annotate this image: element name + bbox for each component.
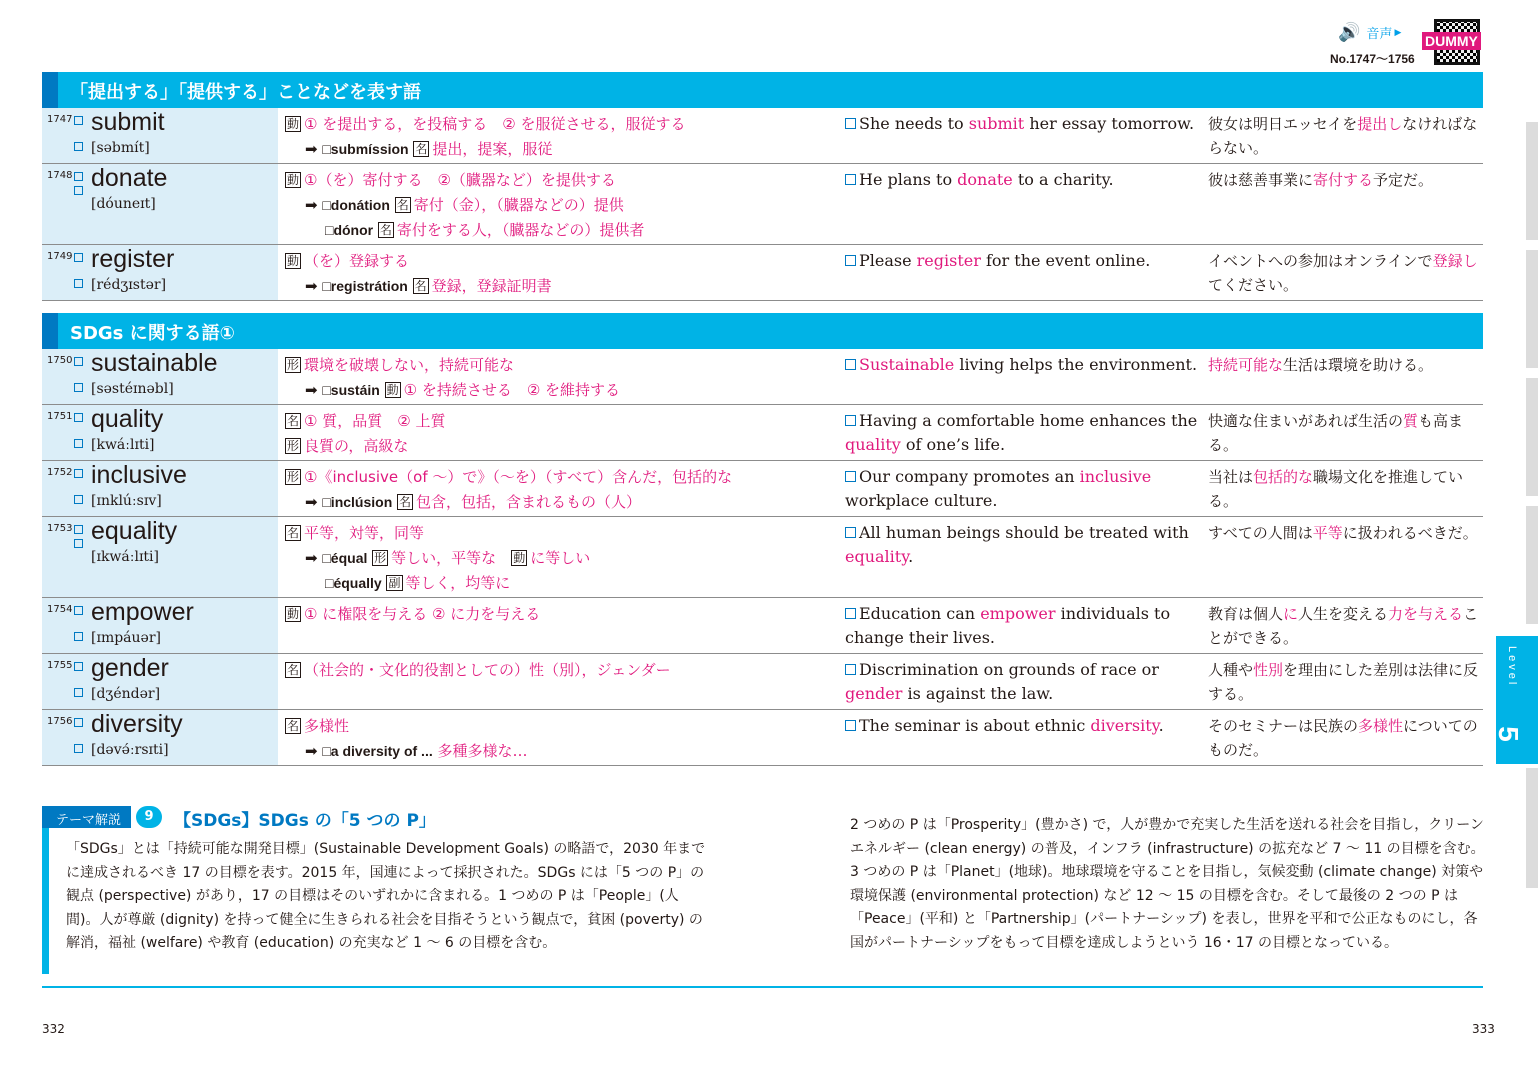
translation-text: 彼は慈善事業に bbox=[1208, 171, 1314, 189]
meaning-line bbox=[285, 602, 845, 627]
section-bar bbox=[42, 72, 58, 108]
meaning-line bbox=[285, 353, 845, 378]
side-tab[interactable] bbox=[1526, 378, 1538, 496]
side-tab[interactable] bbox=[1526, 768, 1538, 888]
entry-number: 1754 bbox=[47, 604, 73, 615]
example-sentence bbox=[845, 714, 1200, 738]
divider bbox=[42, 986, 1483, 988]
translation-text: に扱われるべきだ。 bbox=[1342, 524, 1478, 542]
meaning-line bbox=[285, 434, 845, 459]
checkbox[interactable] bbox=[845, 174, 856, 185]
audio-link[interactable] bbox=[1338, 22, 1404, 43]
headword: inclusive bbox=[91, 461, 187, 489]
definition: 寄付（金），（臓器などの）提供 bbox=[413, 196, 624, 214]
translation-highlight: 質 bbox=[1403, 412, 1419, 430]
definition: ① に権限を与える ② に力を与える bbox=[304, 605, 541, 623]
headword: gender bbox=[91, 654, 169, 682]
meanings bbox=[285, 409, 845, 459]
checkbox[interactable] bbox=[845, 471, 856, 482]
entry-number: 1749 bbox=[47, 251, 73, 262]
checkbox[interactable] bbox=[74, 525, 83, 534]
example-text: of one’s life. bbox=[900, 435, 1006, 454]
section-title: 「提出する」「提供する」ことなどを表す語 bbox=[70, 82, 421, 103]
entry-row bbox=[42, 517, 1483, 598]
audio-label: 音声 bbox=[1366, 27, 1393, 42]
example-sentence bbox=[845, 249, 1200, 273]
meaning-line bbox=[285, 193, 845, 218]
translation-text: 当社は bbox=[1208, 468, 1254, 486]
entry-row bbox=[42, 245, 1483, 301]
example-highlight: diversity bbox=[1090, 716, 1159, 735]
pronunciation: [səstéɪnəbl] bbox=[91, 381, 174, 397]
entry-number: 1752 bbox=[47, 467, 73, 478]
entry-number: 1751 bbox=[47, 411, 73, 422]
definition: ① 質，品質 ② 上質 bbox=[304, 412, 446, 430]
meaning-line bbox=[285, 521, 845, 546]
translation-text: ことができる。 bbox=[1208, 605, 1479, 647]
definition: に等しい bbox=[530, 549, 591, 567]
example-sentence bbox=[845, 168, 1200, 192]
translation bbox=[1208, 658, 1485, 706]
example-highlight: empower bbox=[980, 604, 1056, 623]
speaker-icon: 🔊 bbox=[1338, 22, 1361, 43]
part-of-speech: 名 bbox=[399, 495, 412, 509]
example-sentence bbox=[845, 658, 1200, 706]
example-highlight: submit bbox=[968, 114, 1025, 133]
meaning-line bbox=[285, 465, 845, 490]
translation bbox=[1208, 353, 1485, 377]
definition: 寄付をする人，（臓器などの）提供者 bbox=[396, 221, 645, 239]
meanings bbox=[285, 353, 845, 403]
entry-number: 1755 bbox=[47, 660, 73, 671]
derivative: □équally bbox=[325, 575, 382, 591]
part-of-speech: 動 bbox=[513, 551, 526, 565]
meanings bbox=[285, 521, 845, 596]
checkbox[interactable] bbox=[74, 718, 83, 727]
derivative: □a diversity of ... bbox=[322, 743, 433, 759]
section-header bbox=[42, 72, 1483, 108]
example-highlight: equality bbox=[845, 547, 909, 566]
checkbox[interactable] bbox=[74, 253, 83, 262]
meanings bbox=[285, 658, 845, 683]
meanings bbox=[285, 714, 845, 764]
pronunciation: [dóuneɪt] bbox=[91, 196, 156, 212]
definition: 平等，対等，同等 bbox=[304, 524, 425, 542]
translation-text: 職場文化を推進している。 bbox=[1208, 468, 1464, 510]
theme-badge: テーマ解説 bbox=[42, 806, 131, 828]
checkbox[interactable] bbox=[845, 415, 856, 426]
headword: empower bbox=[91, 598, 194, 626]
arrow-icon: ➡ bbox=[305, 277, 323, 295]
translation-text: 彼女は明日エッセイを bbox=[1208, 115, 1358, 133]
derivative: □registrátion bbox=[322, 278, 408, 294]
part-of-speech: 動 bbox=[287, 607, 300, 621]
translation-highlight: 性別 bbox=[1253, 661, 1284, 679]
translation-text: も高まる。 bbox=[1208, 412, 1464, 454]
translation-text: なければならない。 bbox=[1208, 115, 1478, 157]
arrow-icon: ➡ bbox=[305, 196, 323, 214]
translation bbox=[1208, 168, 1485, 192]
example-highlight: Sustainable bbox=[859, 355, 955, 374]
entry-row bbox=[42, 108, 1483, 164]
example-text: Having a comfortable home enhances the bbox=[859, 411, 1198, 430]
checkbox[interactable] bbox=[845, 527, 856, 538]
example-text: Education can bbox=[859, 604, 981, 623]
headword: equality bbox=[91, 517, 178, 545]
translation-highlight: 寄付する bbox=[1313, 171, 1374, 189]
part-of-speech: 名 bbox=[287, 526, 300, 540]
definition: 包含，包括，含まれるもの（人） bbox=[416, 493, 642, 511]
entry-row bbox=[42, 710, 1483, 766]
checkbox[interactable] bbox=[74, 357, 83, 366]
example-sentence bbox=[845, 465, 1200, 513]
example-text: . bbox=[908, 547, 914, 566]
meaning-line bbox=[285, 658, 845, 683]
meaning-line bbox=[285, 490, 845, 515]
headword: diversity bbox=[91, 710, 183, 738]
example-text: Discrimination on grounds of race or bbox=[859, 660, 1159, 679]
example-text: She needs to bbox=[859, 114, 969, 133]
part-of-speech: 形 bbox=[287, 470, 300, 484]
checkbox[interactable] bbox=[74, 383, 83, 392]
part-of-speech: 動 bbox=[287, 254, 300, 268]
translation bbox=[1208, 465, 1485, 513]
arrow-icon: ➡ bbox=[305, 742, 323, 760]
headword: donate bbox=[91, 164, 168, 192]
meaning-line bbox=[285, 274, 845, 299]
entry-row bbox=[42, 598, 1483, 654]
checkbox[interactable] bbox=[74, 662, 83, 671]
part-of-speech: 副 bbox=[388, 576, 401, 590]
meaning-line bbox=[285, 571, 845, 596]
meaning-line bbox=[285, 739, 845, 764]
definition: ① を提出する，を投稿する ② を服従させる，服従する bbox=[304, 115, 686, 133]
pronunciation: [dʒéndər] bbox=[91, 686, 161, 702]
part-of-speech: 名 bbox=[414, 279, 427, 293]
checkbox[interactable] bbox=[74, 142, 83, 151]
example-highlight: gender bbox=[845, 684, 903, 703]
derivative: □dónor bbox=[325, 222, 374, 238]
translation-text: 人種や bbox=[1208, 661, 1254, 679]
pronunciation: [dəvə́ːrsɪti] bbox=[91, 742, 169, 758]
example-sentence bbox=[845, 353, 1200, 377]
example-highlight: register bbox=[916, 251, 981, 270]
meaning-line bbox=[285, 137, 845, 162]
part-of-speech: 動 bbox=[287, 117, 300, 131]
meanings bbox=[285, 465, 845, 515]
example-highlight: inclusive bbox=[1079, 467, 1152, 486]
part-of-speech: 名 bbox=[287, 414, 300, 428]
level-label: Level bbox=[1506, 646, 1518, 688]
translation bbox=[1208, 521, 1485, 545]
headword: quality bbox=[91, 405, 164, 433]
translation-highlight: 力を与える bbox=[1388, 605, 1464, 623]
derivative: □inclúsion bbox=[322, 494, 393, 510]
translation-text: てください。 bbox=[1208, 276, 1299, 294]
example-text: The seminar is about ethnic bbox=[859, 716, 1091, 735]
section-header bbox=[42, 313, 1483, 349]
checkbox[interactable] bbox=[74, 688, 83, 697]
entry-row bbox=[42, 461, 1483, 517]
headword: register bbox=[91, 245, 175, 273]
definition: ①（を）寄付する ②（臓器など）を提供する bbox=[304, 171, 616, 189]
definition: ①《inclusive（of ～）で》（～を）（すべて）含んだ，包括的な bbox=[304, 468, 733, 486]
arrow-icon: ➡ bbox=[305, 381, 323, 399]
entry-number: 1747 bbox=[47, 114, 73, 125]
translation-text: そのセミナーは民族の bbox=[1208, 717, 1359, 735]
checkbox[interactable] bbox=[74, 172, 83, 181]
checkbox[interactable] bbox=[74, 439, 83, 448]
translation-text: 人生を変える bbox=[1298, 605, 1389, 623]
entry-row bbox=[42, 654, 1483, 710]
definition: 登録，登録証明書 bbox=[431, 277, 552, 295]
definition: 環境を破壊しない，持続可能な bbox=[304, 356, 515, 374]
example-highlight: donate bbox=[957, 170, 1013, 189]
checkbox[interactable] bbox=[845, 118, 856, 129]
side-tab[interactable] bbox=[1526, 250, 1538, 368]
example-sentence bbox=[845, 602, 1200, 650]
example-text: workplace culture. bbox=[845, 491, 998, 510]
pronunciation: [rédʒɪstər] bbox=[91, 277, 167, 293]
translation-text: を理由にした差別は法律に反する。 bbox=[1208, 661, 1479, 703]
example-text: is against the law. bbox=[902, 684, 1054, 703]
translation-text: 快適な住まいがあれば生活の bbox=[1208, 412, 1404, 430]
meanings bbox=[285, 168, 845, 243]
example-text: . bbox=[1158, 716, 1164, 735]
translation-highlight: 登録し bbox=[1432, 252, 1478, 270]
entry-number: 1753 bbox=[47, 523, 73, 534]
translation-highlight: 提出し bbox=[1357, 115, 1403, 133]
translation-text: についてのものだ。 bbox=[1208, 717, 1478, 759]
checkbox[interactable] bbox=[845, 359, 856, 370]
example-text: her essay tomorrow. bbox=[1024, 114, 1195, 133]
entry-row bbox=[42, 164, 1483, 245]
part-of-speech: 名 bbox=[287, 663, 300, 677]
arrow-icon: ➡ bbox=[305, 549, 323, 567]
example-sentence bbox=[845, 112, 1200, 136]
checkbox[interactable] bbox=[74, 744, 83, 753]
translation bbox=[1208, 249, 1485, 297]
translation-text: 教育は個人 bbox=[1208, 605, 1284, 623]
definition: （を）登録する bbox=[304, 252, 410, 270]
meaning-line bbox=[285, 378, 845, 403]
part-of-speech: 名 bbox=[396, 198, 409, 212]
side-tab[interactable] bbox=[1526, 506, 1538, 624]
headword: submit bbox=[91, 108, 165, 136]
example-text: to a charity. bbox=[1012, 170, 1114, 189]
example-text: for the event online. bbox=[980, 251, 1151, 270]
meanings bbox=[285, 249, 845, 299]
part-of-speech: 形 bbox=[374, 551, 387, 565]
definition: ① を持続させる ② を維持する bbox=[403, 381, 621, 399]
example-highlight: quality bbox=[845, 435, 901, 454]
checkbox[interactable] bbox=[74, 632, 83, 641]
translation bbox=[1208, 714, 1485, 762]
meaning-line bbox=[285, 112, 845, 137]
part-of-speech: 名 bbox=[415, 142, 428, 156]
part-of-speech: 動 bbox=[386, 383, 399, 397]
theme-text-left: 「SDGs」とは「持続可能な開発目標」(Sustainable Development Goals) の略語で，2030 年までに達成されるべき 17 の目標を表す。2015 年，国連によって採択された。SDGs には「5 つの P」の観点 (perspective) があり，17 の目標はそのいずれかに含まれる。1 つめの P は「People」(人間)。人が尊厳 (dignity) を持って健全に生きられる社会を目指そうという観点で，貧困 (poverty) の解消，福祉 (welfare) や教育 (education) の充実など 1 ～ 6 の目標を含む。 bbox=[66, 841, 706, 952]
checkbox[interactable] bbox=[74, 116, 83, 125]
meanings bbox=[285, 112, 845, 162]
example-text: Our company promotes an bbox=[859, 467, 1080, 486]
entry-number: 1750 bbox=[47, 355, 73, 366]
checkbox[interactable] bbox=[74, 469, 83, 478]
example-sentence bbox=[845, 521, 1200, 569]
derivative: □donátion bbox=[322, 197, 390, 213]
page-number-left: 332 bbox=[42, 1022, 65, 1036]
checkbox[interactable] bbox=[74, 413, 83, 422]
definition: 等しく，均等に bbox=[405, 574, 511, 592]
definition: 多様性 bbox=[304, 717, 350, 735]
entry-range: No.1747～1756 bbox=[1330, 52, 1415, 66]
arrow-icon: ➡ bbox=[305, 140, 323, 158]
part-of-speech: 名 bbox=[379, 223, 392, 237]
example-text: He plans to bbox=[859, 170, 958, 189]
checkbox[interactable] bbox=[845, 255, 856, 266]
theme-number: 9 bbox=[136, 806, 162, 828]
checkbox[interactable] bbox=[74, 495, 83, 504]
derivative: □équal bbox=[322, 550, 368, 566]
meaning-line bbox=[285, 546, 845, 571]
example-text: living helps the environment. bbox=[954, 355, 1198, 374]
section-title: SDGs に関する語① bbox=[70, 323, 235, 344]
example-text: individuals to change their lives. bbox=[845, 604, 1171, 647]
part-of-speech: 形 bbox=[287, 439, 300, 453]
theme-bar bbox=[42, 828, 49, 974]
page-number-right: 333 bbox=[1472, 1022, 1495, 1036]
side-tab[interactable] bbox=[1526, 122, 1538, 240]
translation-highlight: 包括的な bbox=[1253, 468, 1314, 486]
dummy-label: DUMMY bbox=[1422, 32, 1481, 50]
entry-row bbox=[42, 349, 1483, 405]
meaning-line bbox=[285, 249, 845, 274]
translation-highlight: に bbox=[1283, 605, 1299, 623]
pronunciation: [kwáːlɪti] bbox=[91, 437, 155, 453]
checkbox[interactable] bbox=[845, 720, 856, 731]
example-text: Please bbox=[859, 251, 917, 270]
definition: （社会的・文化的役割としての）性（別），ジェンダー bbox=[304, 661, 671, 679]
pronunciation: [ɪmpáuər] bbox=[91, 630, 161, 646]
pronunciation: [ɪnklúːsɪv] bbox=[91, 493, 162, 509]
theme-title: 【SDGs】SDGs の「5 つの P」 bbox=[174, 811, 436, 831]
translation bbox=[1208, 602, 1485, 650]
translation-text: イベントへの参加はオンラインで bbox=[1208, 252, 1433, 270]
part-of-speech: 名 bbox=[287, 719, 300, 733]
arrow-icon: ➡ bbox=[305, 493, 323, 511]
definition: 等しい，平等な bbox=[391, 549, 512, 567]
translation-text: すべての人間は bbox=[1208, 524, 1313, 542]
entry-number: 1756 bbox=[47, 716, 73, 727]
checkbox[interactable] bbox=[74, 606, 83, 615]
checkbox[interactable] bbox=[845, 608, 856, 619]
pronunciation: [ɪkwáːlɪti] bbox=[91, 549, 159, 565]
definition: 提出，提案，服従 bbox=[432, 140, 553, 158]
play-arrow-icon: ▶ bbox=[1394, 27, 1402, 38]
meaning-line bbox=[285, 714, 845, 739]
pronunciation: [səbmít] bbox=[91, 140, 150, 156]
meaning-line bbox=[285, 168, 845, 193]
headword: sustainable bbox=[91, 349, 218, 377]
entry-row bbox=[42, 405, 1483, 461]
level-number: 5 bbox=[1492, 726, 1524, 742]
derivative: □submíssion bbox=[322, 141, 409, 157]
translation bbox=[1208, 409, 1485, 457]
meanings bbox=[285, 602, 845, 627]
meaning-line bbox=[285, 409, 845, 434]
meaning-line bbox=[285, 218, 845, 243]
checkbox[interactable] bbox=[845, 664, 856, 675]
part-of-speech: 形 bbox=[287, 358, 300, 372]
example-text: All human beings should be treated with bbox=[859, 523, 1189, 542]
part-of-speech: 動 bbox=[287, 173, 300, 187]
level-tab[interactable] bbox=[1492, 636, 1538, 764]
translation-highlight: 平等 bbox=[1312, 524, 1343, 542]
derivative: □sustáin bbox=[322, 382, 380, 398]
translation-text: 予定だ。 bbox=[1373, 171, 1434, 189]
translation-highlight: 多様性 bbox=[1358, 717, 1404, 735]
definition: 多種多様な… bbox=[437, 742, 528, 760]
translation-highlight: 持続可能な bbox=[1208, 356, 1284, 374]
entry-number: 1748 bbox=[47, 170, 73, 181]
example-sentence bbox=[845, 409, 1200, 457]
definition: 良質の，高級な bbox=[304, 437, 409, 455]
theme-text-right: 2 つめの P は「Prosperity」(豊かさ) で，人が豊かで充実した生活を送れる社会を目指し，クリーンエネルギー (clean energy) の普及，インフラ (infrastructure) の拡充など 7 ～ 11 の目標を含む。3 つめの P は「Planet」(地球)。地球環境を守ることを目指し，気候変動 (climate change) 対策や環境保護 (environmental protection) など 12 ～ 15 の目標を含む。そして最後の 2 つの P は「Peace」(平和) と「Partnership」(パートナーシップ) を表し，世界を平和で公正なものにし，各国がパートナーシップをもって目標を達成しようという 16・17 の目標となっている。 bbox=[850, 817, 1485, 951]
translation bbox=[1208, 112, 1485, 160]
checkbox[interactable] bbox=[74, 539, 83, 548]
checkbox[interactable] bbox=[74, 279, 83, 288]
translation-text: 生活は環境を助ける。 bbox=[1283, 356, 1434, 374]
section-bar bbox=[42, 313, 58, 349]
checkbox[interactable] bbox=[74, 186, 83, 195]
